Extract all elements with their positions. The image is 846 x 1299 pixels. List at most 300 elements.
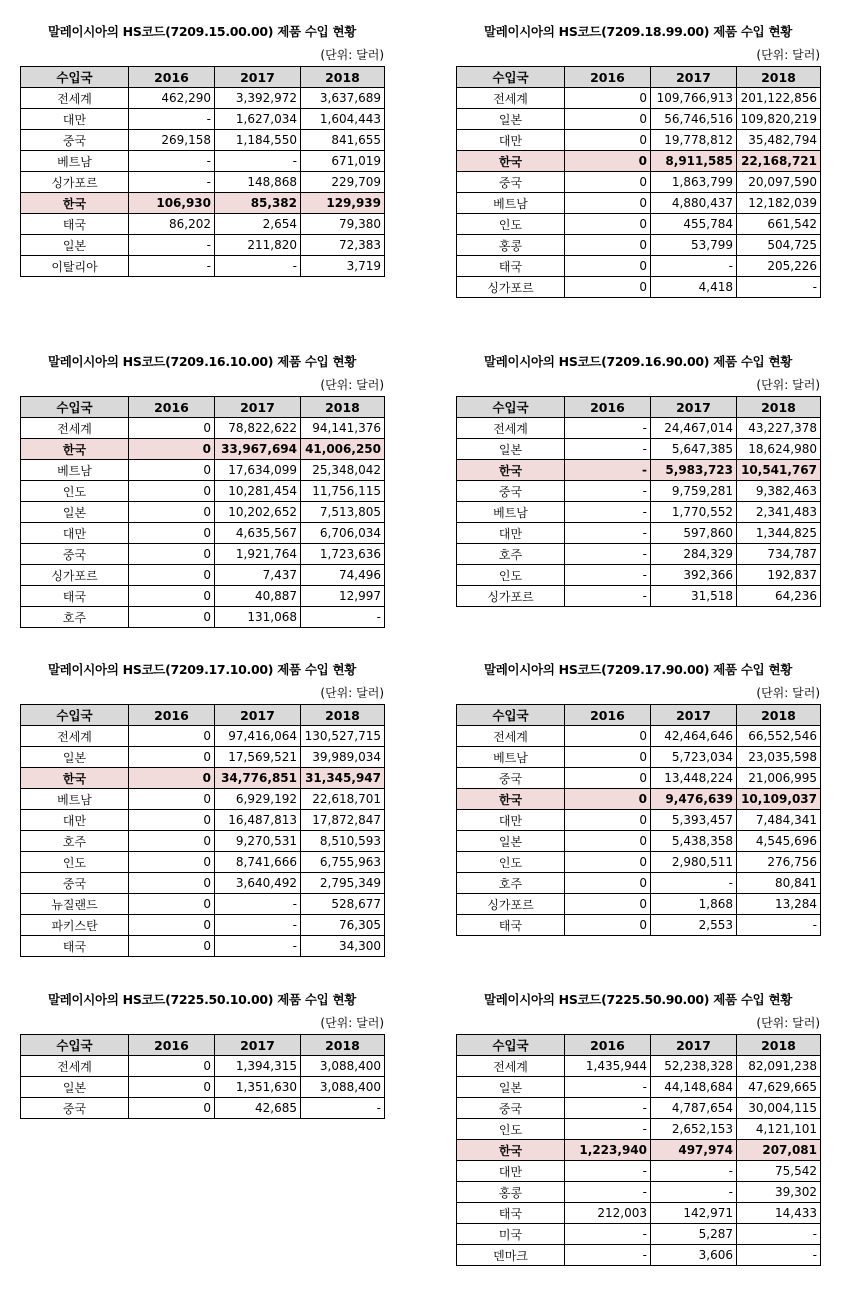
value-cell: 7,437 bbox=[215, 565, 301, 586]
value-cell: 3,088,400 bbox=[301, 1077, 385, 1098]
value-cell: 1,394,315 bbox=[215, 1056, 301, 1077]
country-cell: 태국 bbox=[457, 256, 565, 277]
country-cell: 인도 bbox=[21, 481, 129, 502]
value-cell: 16,487,813 bbox=[215, 810, 301, 831]
value-cell: 80,841 bbox=[737, 873, 821, 894]
table-row-highlighted bbox=[457, 789, 821, 810]
country-cell: 일본 bbox=[21, 1077, 129, 1098]
value-cell: 734,787 bbox=[737, 544, 821, 565]
table-row bbox=[457, 439, 821, 460]
value-cell: 76,305 bbox=[301, 915, 385, 936]
country-cell: 전세계 bbox=[21, 1056, 129, 1077]
header-year: 2016 bbox=[129, 705, 215, 726]
table-row bbox=[21, 151, 385, 172]
value-cell: 11,756,115 bbox=[301, 481, 385, 502]
value-cell: 3,640,492 bbox=[215, 873, 301, 894]
value-cell: 0 bbox=[565, 214, 651, 235]
country-cell: 인도 bbox=[457, 214, 565, 235]
table-row bbox=[21, 172, 385, 193]
value-cell: 2,980,511 bbox=[651, 852, 737, 873]
table-row bbox=[457, 193, 821, 214]
import-table bbox=[20, 1034, 385, 1119]
value-cell: 0 bbox=[565, 109, 651, 130]
value-cell: 43,227,378 bbox=[737, 418, 821, 439]
table-row bbox=[457, 1056, 821, 1077]
table-row bbox=[21, 747, 385, 768]
table-row bbox=[457, 810, 821, 831]
value-cell: 41,006,250 bbox=[301, 439, 385, 460]
value-cell: - bbox=[129, 172, 215, 193]
value-cell: - bbox=[565, 460, 651, 481]
value-cell: 0 bbox=[565, 747, 651, 768]
value-cell: 79,380 bbox=[301, 214, 385, 235]
value-cell: 0 bbox=[565, 873, 651, 894]
table-row bbox=[21, 831, 385, 852]
value-cell: 17,634,099 bbox=[215, 460, 301, 481]
table-row-highlighted bbox=[21, 439, 385, 460]
table-row bbox=[21, 810, 385, 831]
value-cell: - bbox=[565, 502, 651, 523]
country-cell: 대만 bbox=[21, 810, 129, 831]
header-country: 수입국 bbox=[457, 705, 565, 726]
value-cell: 0 bbox=[129, 1077, 215, 1098]
value-cell: - bbox=[565, 1161, 651, 1182]
value-cell: 4,121,101 bbox=[737, 1119, 821, 1140]
header-country: 수입국 bbox=[21, 705, 129, 726]
country-cell: 싱가포르 bbox=[457, 894, 565, 915]
value-cell: 2,654 bbox=[215, 214, 301, 235]
table-row bbox=[21, 586, 385, 607]
value-cell: 6,706,034 bbox=[301, 523, 385, 544]
table-row bbox=[21, 460, 385, 481]
value-cell: - bbox=[737, 915, 821, 936]
value-cell: 9,270,531 bbox=[215, 831, 301, 852]
table-row bbox=[457, 894, 821, 915]
header-year: 2018 bbox=[301, 1035, 385, 1056]
value-cell: 106,930 bbox=[129, 193, 215, 214]
header-row bbox=[457, 67, 821, 88]
value-cell: 52,238,328 bbox=[651, 1056, 737, 1077]
country-cell: 일본 bbox=[457, 831, 565, 852]
value-cell: 3,637,689 bbox=[301, 88, 385, 109]
country-cell: 중국 bbox=[21, 1098, 129, 1119]
value-cell: 0 bbox=[129, 789, 215, 810]
value-cell: 229,709 bbox=[301, 172, 385, 193]
table-row-highlighted bbox=[457, 1140, 821, 1161]
value-cell: 0 bbox=[129, 1056, 215, 1077]
value-cell: 284,329 bbox=[651, 544, 737, 565]
value-cell: 0 bbox=[129, 1098, 215, 1119]
value-cell: - bbox=[301, 607, 385, 628]
value-cell: 5,983,723 bbox=[651, 460, 737, 481]
value-cell: 109,766,913 bbox=[651, 88, 737, 109]
unit-label: (단위: 달러) bbox=[756, 48, 820, 62]
import-table bbox=[20, 396, 385, 628]
value-cell: 4,418 bbox=[651, 277, 737, 298]
value-cell: - bbox=[565, 1098, 651, 1119]
table-row bbox=[21, 894, 385, 915]
value-cell: - bbox=[215, 894, 301, 915]
table-row bbox=[457, 852, 821, 873]
value-cell: 18,624,980 bbox=[737, 439, 821, 460]
header-year: 2017 bbox=[651, 67, 737, 88]
value-cell: 109,820,219 bbox=[737, 109, 821, 130]
table-row bbox=[457, 418, 821, 439]
country-cell: 대만 bbox=[21, 523, 129, 544]
value-cell: 13,284 bbox=[737, 894, 821, 915]
country-cell: 인도 bbox=[457, 565, 565, 586]
value-cell: 86,202 bbox=[129, 214, 215, 235]
table-row bbox=[457, 523, 821, 544]
value-cell: 841,655 bbox=[301, 130, 385, 151]
table-title: 말레이시아의 HS코드(7209.16.90.00) 제품 수입 현황 bbox=[483, 354, 793, 369]
header-year: 2018 bbox=[737, 397, 821, 418]
value-cell: - bbox=[129, 109, 215, 130]
import-table bbox=[456, 1034, 821, 1266]
country-cell: 뉴질랜드 bbox=[21, 894, 129, 915]
value-cell: 9,759,281 bbox=[651, 481, 737, 502]
country-cell: 한국 bbox=[457, 1140, 565, 1161]
import-table bbox=[456, 704, 821, 936]
value-cell: 212,003 bbox=[565, 1203, 651, 1224]
value-cell: 0 bbox=[129, 894, 215, 915]
table-row bbox=[457, 277, 821, 298]
value-cell: 392,366 bbox=[651, 565, 737, 586]
import-table bbox=[20, 704, 385, 957]
country-cell: 덴마크 bbox=[457, 1245, 565, 1266]
country-cell: 일본 bbox=[457, 109, 565, 130]
value-cell: 24,467,014 bbox=[651, 418, 737, 439]
value-cell: 3,088,400 bbox=[301, 1056, 385, 1077]
value-cell: 0 bbox=[565, 151, 651, 172]
value-cell: 42,685 bbox=[215, 1098, 301, 1119]
header-country: 수입국 bbox=[457, 1035, 565, 1056]
value-cell: 207,081 bbox=[737, 1140, 821, 1161]
country-cell: 싱가포르 bbox=[21, 565, 129, 586]
value-cell: 504,725 bbox=[737, 235, 821, 256]
country-cell: 대만 bbox=[21, 109, 129, 130]
value-cell: 6,929,192 bbox=[215, 789, 301, 810]
country-cell: 한국 bbox=[457, 789, 565, 810]
country-cell: 싱가포르 bbox=[457, 586, 565, 607]
table-row bbox=[21, 523, 385, 544]
value-cell: - bbox=[301, 1098, 385, 1119]
value-cell: 0 bbox=[129, 726, 215, 747]
value-cell: 497,974 bbox=[651, 1140, 737, 1161]
table-title: 말레이시아의 HS코드(7209.18.99.00) 제품 수입 현황 bbox=[483, 24, 793, 39]
value-cell: 1,604,443 bbox=[301, 109, 385, 130]
country-cell: 호주 bbox=[457, 544, 565, 565]
value-cell: 44,148,684 bbox=[651, 1077, 737, 1098]
value-cell: 0 bbox=[129, 768, 215, 789]
table-row bbox=[457, 88, 821, 109]
country-cell: 태국 bbox=[457, 1203, 565, 1224]
value-cell: 0 bbox=[129, 523, 215, 544]
value-cell: 10,541,767 bbox=[737, 460, 821, 481]
value-cell: 23,035,598 bbox=[737, 747, 821, 768]
header-year: 2018 bbox=[737, 705, 821, 726]
table-row bbox=[457, 747, 821, 768]
country-cell: 베트남 bbox=[21, 789, 129, 810]
value-cell: 0 bbox=[565, 915, 651, 936]
value-cell: 1,351,630 bbox=[215, 1077, 301, 1098]
header-year: 2017 bbox=[215, 705, 301, 726]
value-cell: 148,868 bbox=[215, 172, 301, 193]
table-row bbox=[457, 256, 821, 277]
table-row bbox=[21, 481, 385, 502]
table-title: 말레이시아의 HS코드(7209.17.10.00) 제품 수입 현황 bbox=[47, 662, 357, 677]
unit-label: (단위: 달러) bbox=[320, 48, 384, 62]
value-cell: - bbox=[565, 1224, 651, 1245]
value-cell: 2,652,153 bbox=[651, 1119, 737, 1140]
country-cell: 인도 bbox=[457, 852, 565, 873]
value-cell: 597,860 bbox=[651, 523, 737, 544]
table-title: 말레이시아의 HS코드(7209.15.00.00) 제품 수입 현황 bbox=[47, 24, 357, 39]
value-cell: 9,476,639 bbox=[651, 789, 737, 810]
value-cell: 2,795,349 bbox=[301, 873, 385, 894]
header-country: 수입국 bbox=[457, 67, 565, 88]
header-year: 2017 bbox=[651, 705, 737, 726]
value-cell: 0 bbox=[129, 936, 215, 957]
value-cell: 72,383 bbox=[301, 235, 385, 256]
country-cell: 전세계 bbox=[21, 88, 129, 109]
country-cell: 인도 bbox=[457, 1119, 565, 1140]
value-cell: 75,542 bbox=[737, 1161, 821, 1182]
table-row bbox=[457, 214, 821, 235]
country-cell: 홍콩 bbox=[457, 1182, 565, 1203]
country-cell: 태국 bbox=[21, 586, 129, 607]
value-cell: 17,569,521 bbox=[215, 747, 301, 768]
value-cell: 10,281,454 bbox=[215, 481, 301, 502]
value-cell: 0 bbox=[129, 418, 215, 439]
value-cell: - bbox=[737, 1245, 821, 1266]
value-cell: 31,518 bbox=[651, 586, 737, 607]
value-cell: 0 bbox=[565, 789, 651, 810]
country-cell: 대만 bbox=[457, 810, 565, 831]
value-cell: 39,302 bbox=[737, 1182, 821, 1203]
country-cell: 중국 bbox=[21, 873, 129, 894]
value-cell: 0 bbox=[129, 502, 215, 523]
value-cell: 1,223,940 bbox=[565, 1140, 651, 1161]
header-year: 2017 bbox=[215, 397, 301, 418]
table-row bbox=[457, 481, 821, 502]
value-cell: 1,184,550 bbox=[215, 130, 301, 151]
country-cell: 일본 bbox=[457, 1077, 565, 1098]
value-cell: 201,122,856 bbox=[737, 88, 821, 109]
value-cell: - bbox=[651, 1161, 737, 1182]
header-row bbox=[21, 705, 385, 726]
import-table bbox=[456, 396, 821, 607]
table-row bbox=[21, 502, 385, 523]
value-cell: 0 bbox=[129, 873, 215, 894]
country-cell: 일본 bbox=[21, 747, 129, 768]
value-cell: 22,618,701 bbox=[301, 789, 385, 810]
value-cell: 269,158 bbox=[129, 130, 215, 151]
header-year: 2016 bbox=[565, 397, 651, 418]
value-cell: 56,746,516 bbox=[651, 109, 737, 130]
value-cell: 8,741,666 bbox=[215, 852, 301, 873]
value-cell: 4,635,567 bbox=[215, 523, 301, 544]
value-cell: 8,911,585 bbox=[651, 151, 737, 172]
country-cell: 전세계 bbox=[457, 88, 565, 109]
country-cell: 일본 bbox=[457, 439, 565, 460]
value-cell: 66,552,546 bbox=[737, 726, 821, 747]
header-country: 수입국 bbox=[21, 397, 129, 418]
value-cell: 0 bbox=[565, 235, 651, 256]
value-cell: 455,784 bbox=[651, 214, 737, 235]
value-cell: 0 bbox=[565, 130, 651, 151]
value-cell: - bbox=[565, 439, 651, 460]
value-cell: - bbox=[565, 565, 651, 586]
table-row bbox=[21, 565, 385, 586]
value-cell: 17,872,847 bbox=[301, 810, 385, 831]
table-row bbox=[21, 1056, 385, 1077]
value-cell: 0 bbox=[565, 726, 651, 747]
value-cell: - bbox=[565, 418, 651, 439]
unit-label: (단위: 달러) bbox=[320, 1016, 384, 1030]
table-row bbox=[457, 1119, 821, 1140]
header-row bbox=[21, 67, 385, 88]
table-row bbox=[21, 214, 385, 235]
country-cell: 중국 bbox=[21, 130, 129, 151]
value-cell: 35,482,794 bbox=[737, 130, 821, 151]
value-cell: - bbox=[737, 277, 821, 298]
header-year: 2016 bbox=[565, 1035, 651, 1056]
value-cell: 6,755,963 bbox=[301, 852, 385, 873]
value-cell: 0 bbox=[129, 607, 215, 628]
table-row bbox=[457, 565, 821, 586]
header-row bbox=[457, 1035, 821, 1056]
value-cell: 4,787,654 bbox=[651, 1098, 737, 1119]
header-year: 2018 bbox=[737, 67, 821, 88]
header-row bbox=[457, 705, 821, 726]
country-cell: 전세계 bbox=[21, 726, 129, 747]
country-cell: 호주 bbox=[21, 831, 129, 852]
value-cell: 14,433 bbox=[737, 1203, 821, 1224]
header-year: 2016 bbox=[565, 67, 651, 88]
table-row bbox=[21, 726, 385, 747]
value-cell: 82,091,238 bbox=[737, 1056, 821, 1077]
value-cell: 5,723,034 bbox=[651, 747, 737, 768]
table-row bbox=[457, 172, 821, 193]
value-cell: 1,868 bbox=[651, 894, 737, 915]
country-cell: 호주 bbox=[457, 873, 565, 894]
country-cell: 중국 bbox=[457, 481, 565, 502]
value-cell: - bbox=[129, 235, 215, 256]
value-cell: 0 bbox=[565, 768, 651, 789]
value-cell: 0 bbox=[565, 831, 651, 852]
value-cell: 0 bbox=[129, 544, 215, 565]
table-row bbox=[457, 1077, 821, 1098]
value-cell: 131,068 bbox=[215, 607, 301, 628]
value-cell: 0 bbox=[565, 88, 651, 109]
value-cell: 0 bbox=[129, 481, 215, 502]
value-cell: 0 bbox=[129, 439, 215, 460]
value-cell: - bbox=[737, 1224, 821, 1245]
value-cell: 192,837 bbox=[737, 565, 821, 586]
value-cell: 2,341,483 bbox=[737, 502, 821, 523]
value-cell: 1,344,825 bbox=[737, 523, 821, 544]
header-year: 2016 bbox=[129, 1035, 215, 1056]
table-row bbox=[457, 544, 821, 565]
table-title: 말레이시아의 HS코드(7209.16.10.00) 제품 수입 현황 bbox=[47, 354, 357, 369]
import-table bbox=[456, 66, 821, 298]
value-cell: 8,510,593 bbox=[301, 831, 385, 852]
value-cell: 12,182,039 bbox=[737, 193, 821, 214]
value-cell: 7,513,805 bbox=[301, 502, 385, 523]
value-cell: 10,202,652 bbox=[215, 502, 301, 523]
value-cell: 1,723,636 bbox=[301, 544, 385, 565]
header-year: 2018 bbox=[301, 397, 385, 418]
header-row bbox=[21, 1035, 385, 1056]
header-year: 2018 bbox=[737, 1035, 821, 1056]
value-cell: 5,647,385 bbox=[651, 439, 737, 460]
value-cell: 0 bbox=[565, 172, 651, 193]
table-row-highlighted bbox=[21, 768, 385, 789]
value-cell: 671,019 bbox=[301, 151, 385, 172]
value-cell: - bbox=[565, 523, 651, 544]
value-cell: 0 bbox=[129, 831, 215, 852]
country-cell: 전세계 bbox=[457, 1056, 565, 1077]
country-cell: 한국 bbox=[457, 460, 565, 481]
country-cell: 파키스탄 bbox=[21, 915, 129, 936]
country-cell: 대만 bbox=[457, 130, 565, 151]
table-row-highlighted bbox=[457, 151, 821, 172]
country-cell: 대만 bbox=[457, 523, 565, 544]
value-cell: 205,226 bbox=[737, 256, 821, 277]
country-cell: 중국 bbox=[457, 1098, 565, 1119]
table-row bbox=[21, 936, 385, 957]
value-cell: 40,887 bbox=[215, 586, 301, 607]
value-cell: 53,799 bbox=[651, 235, 737, 256]
header-year: 2018 bbox=[301, 67, 385, 88]
country-cell: 인도 bbox=[21, 852, 129, 873]
value-cell: - bbox=[129, 256, 215, 277]
value-cell: - bbox=[565, 1077, 651, 1098]
value-cell: 3,606 bbox=[651, 1245, 737, 1266]
value-cell: 1,627,034 bbox=[215, 109, 301, 130]
country-cell: 전세계 bbox=[21, 418, 129, 439]
value-cell: 30,004,115 bbox=[737, 1098, 821, 1119]
country-cell: 중국 bbox=[457, 172, 565, 193]
table-row bbox=[457, 915, 821, 936]
value-cell: 74,496 bbox=[301, 565, 385, 586]
value-cell: 12,997 bbox=[301, 586, 385, 607]
value-cell: - bbox=[565, 1119, 651, 1140]
value-cell: 2,553 bbox=[651, 915, 737, 936]
country-cell: 베트남 bbox=[457, 502, 565, 523]
value-cell: 1,435,944 bbox=[565, 1056, 651, 1077]
country-cell: 태국 bbox=[21, 936, 129, 957]
value-cell: - bbox=[565, 481, 651, 502]
table-row bbox=[457, 1161, 821, 1182]
value-cell: 34,300 bbox=[301, 936, 385, 957]
country-cell: 베트남 bbox=[21, 151, 129, 172]
country-cell: 홍콩 bbox=[457, 235, 565, 256]
value-cell: 1,863,799 bbox=[651, 172, 737, 193]
value-cell: 129,939 bbox=[301, 193, 385, 214]
country-cell: 일본 bbox=[21, 502, 129, 523]
table-row bbox=[21, 130, 385, 151]
value-cell: - bbox=[129, 151, 215, 172]
value-cell: 94,141,376 bbox=[301, 418, 385, 439]
table-row bbox=[457, 1098, 821, 1119]
value-cell: 13,448,224 bbox=[651, 768, 737, 789]
country-cell: 중국 bbox=[457, 768, 565, 789]
value-cell: 25,348,042 bbox=[301, 460, 385, 481]
header-country: 수입국 bbox=[457, 397, 565, 418]
header-year: 2018 bbox=[301, 705, 385, 726]
